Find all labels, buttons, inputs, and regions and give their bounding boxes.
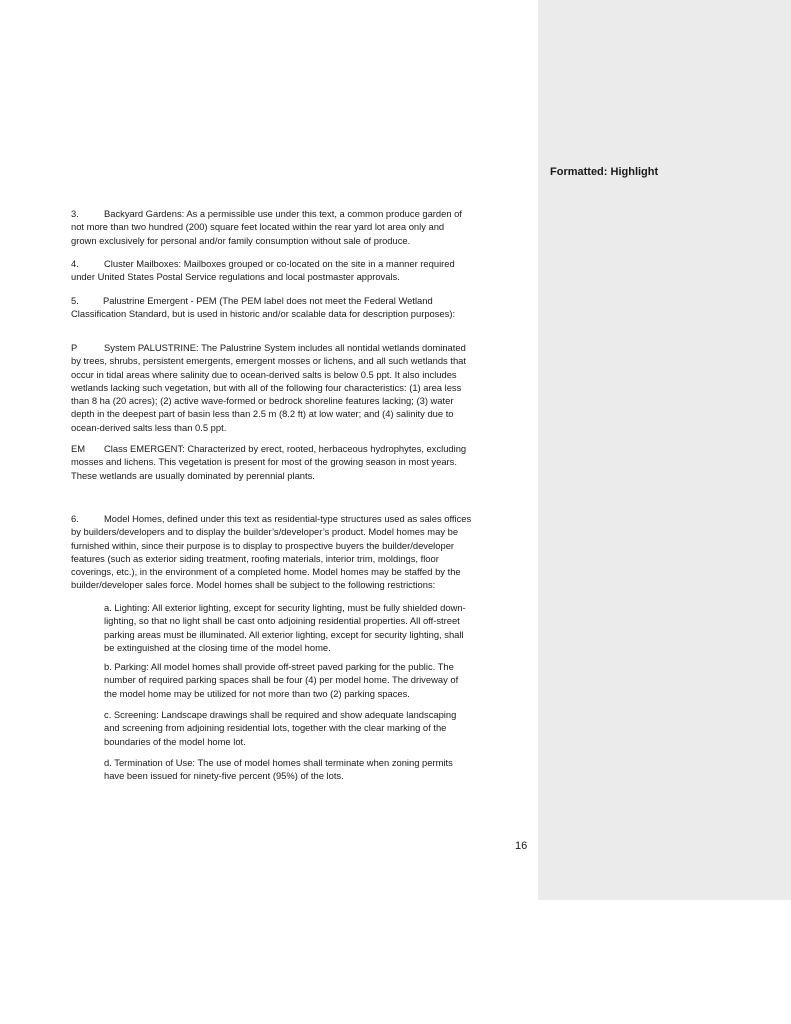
section-6 [71,512,533,592]
subsection-screening [104,708,534,748]
text-line: b. Parking: All model homes shall provide off-street paved parking for the public. The [104,661,454,672]
text-line: parking areas must be illuminated. All exterior lighting, except for security lighting, shall [104,628,464,640]
text-line: ocean-derived salts less than 0.5 ppt. [71,421,227,433]
text-line: depth in the deepest part of basin less than 2.5 m (8.2 ft) at low water; and (4) salinity due to [71,408,454,420]
text-line: and screening from adjoining residential lots, together with the clear marking of the [104,722,447,734]
text-line: Palustrine Emergent - PEM (The PEM label does not meet the Federal Wetland [103,295,433,306]
subsection-termination [104,756,534,783]
text-line: coverings, etc.), in the environment of a completed home. Model homes may be staffed by the [71,566,461,578]
text-line: Cluster Mailboxes: Mailboxes grouped or co-located on the site in a manner required [104,258,455,269]
text-line: Backyard Gardens: As a permissible use under this text, a common produce garden of [104,208,462,219]
text-line: boundaries of the model home lot. [104,735,246,747]
text-line: lighting, so that no light shall be cast onto adjoining residential properties. All off-street [104,615,460,627]
text-line: be extinguished at the closing time of the model home. [104,641,331,653]
palustrine-system-definition [71,341,533,434]
text-line: builder/developer sales force. Model homes shall be subject to the following restrictions: [71,579,436,591]
section-number: 6. [71,513,79,524]
code-label: P [71,342,78,353]
comment-pane [538,0,791,900]
section-number: 4. [71,258,79,269]
text-line: number of required parking spaces shall be four (4) per model home. The driveway of [104,674,459,686]
text-line: features (such as exterior siding treatment, roofing materials, interior trim, moldings, floor [71,552,439,564]
section-5 [71,294,533,321]
text-line: System PALUSTRINE: The Palustrine System includes all nontidal wetlands dominated [104,342,466,353]
section-3 [71,207,533,247]
subsection-lighting [104,601,534,654]
comment-label: Formatted: Highlight [550,166,659,178]
text-line: mosses and lichens. This vegetation is present for most of the growing season in most years. [71,456,457,468]
text-line: Class EMERGENT: Characterized by erect, rooted, herbaceous hydrophytes, excluding [104,443,467,454]
section-4 [71,257,533,284]
section-number: 5. [71,295,79,306]
text-line: occur in tidal areas where salinity due to ocean-derived salts is below 0.5 ppt. It also includes [71,368,457,380]
text-line: not more than two hundred (200) square feet located within the rear yard lot area only and [71,221,445,233]
text-line: Classification Standard, but is used in historic and/or scalable data for description purposes): [71,308,456,320]
text-line: furnished within, since their purpose is to display to prospective buyers the builder/developer [71,539,455,551]
text-line: by builders/developers and to display the builder’s/developer’s product. Model homes may be [71,526,459,538]
text-line: than 8 ha (20 acres); (2) active wave-formed or bedrock shoreline features lacking; (3) water [71,395,454,407]
text-line: Model Homes, defined under this text as residential-type structures used as sales offices [104,513,472,524]
text-line: wetlands lacking such vegetation, but with all of the following four characteristics: (1) area less [71,381,462,393]
emergent-class-definition [71,442,533,482]
text-line: the model home may be utilized for not more than two (2) parking spaces. [104,687,410,699]
text-line: These wetlands are usually dominated by perennial plants. [71,469,315,481]
text-line: grown exclusively for personal and/or family consumption without sale of produce. [71,234,411,246]
text-line: under United States Postal Service regulations and local postmaster approvals. [71,271,400,283]
code-label: EM [71,443,86,454]
text-line: d. Termination of Use: The use of model homes shall terminate when zoning permits [104,757,453,768]
page-number: 16 [515,840,528,852]
text-line: a. Lighting: All exterior lighting, except for security lighting, must be fully shielded down- [104,602,466,613]
subsection-parking [104,660,534,700]
text-line: by trees, shrubs, persistent emergents, emergent mosses or lichens, and all such wetlands that [71,355,466,367]
section-number: 3. [71,208,79,219]
text-line: c. Screening: Landscape drawings shall be required and show adequate landscaping [104,709,457,720]
text-line: have been issued for ninety-five percent (95%) of the lots. [104,770,344,782]
